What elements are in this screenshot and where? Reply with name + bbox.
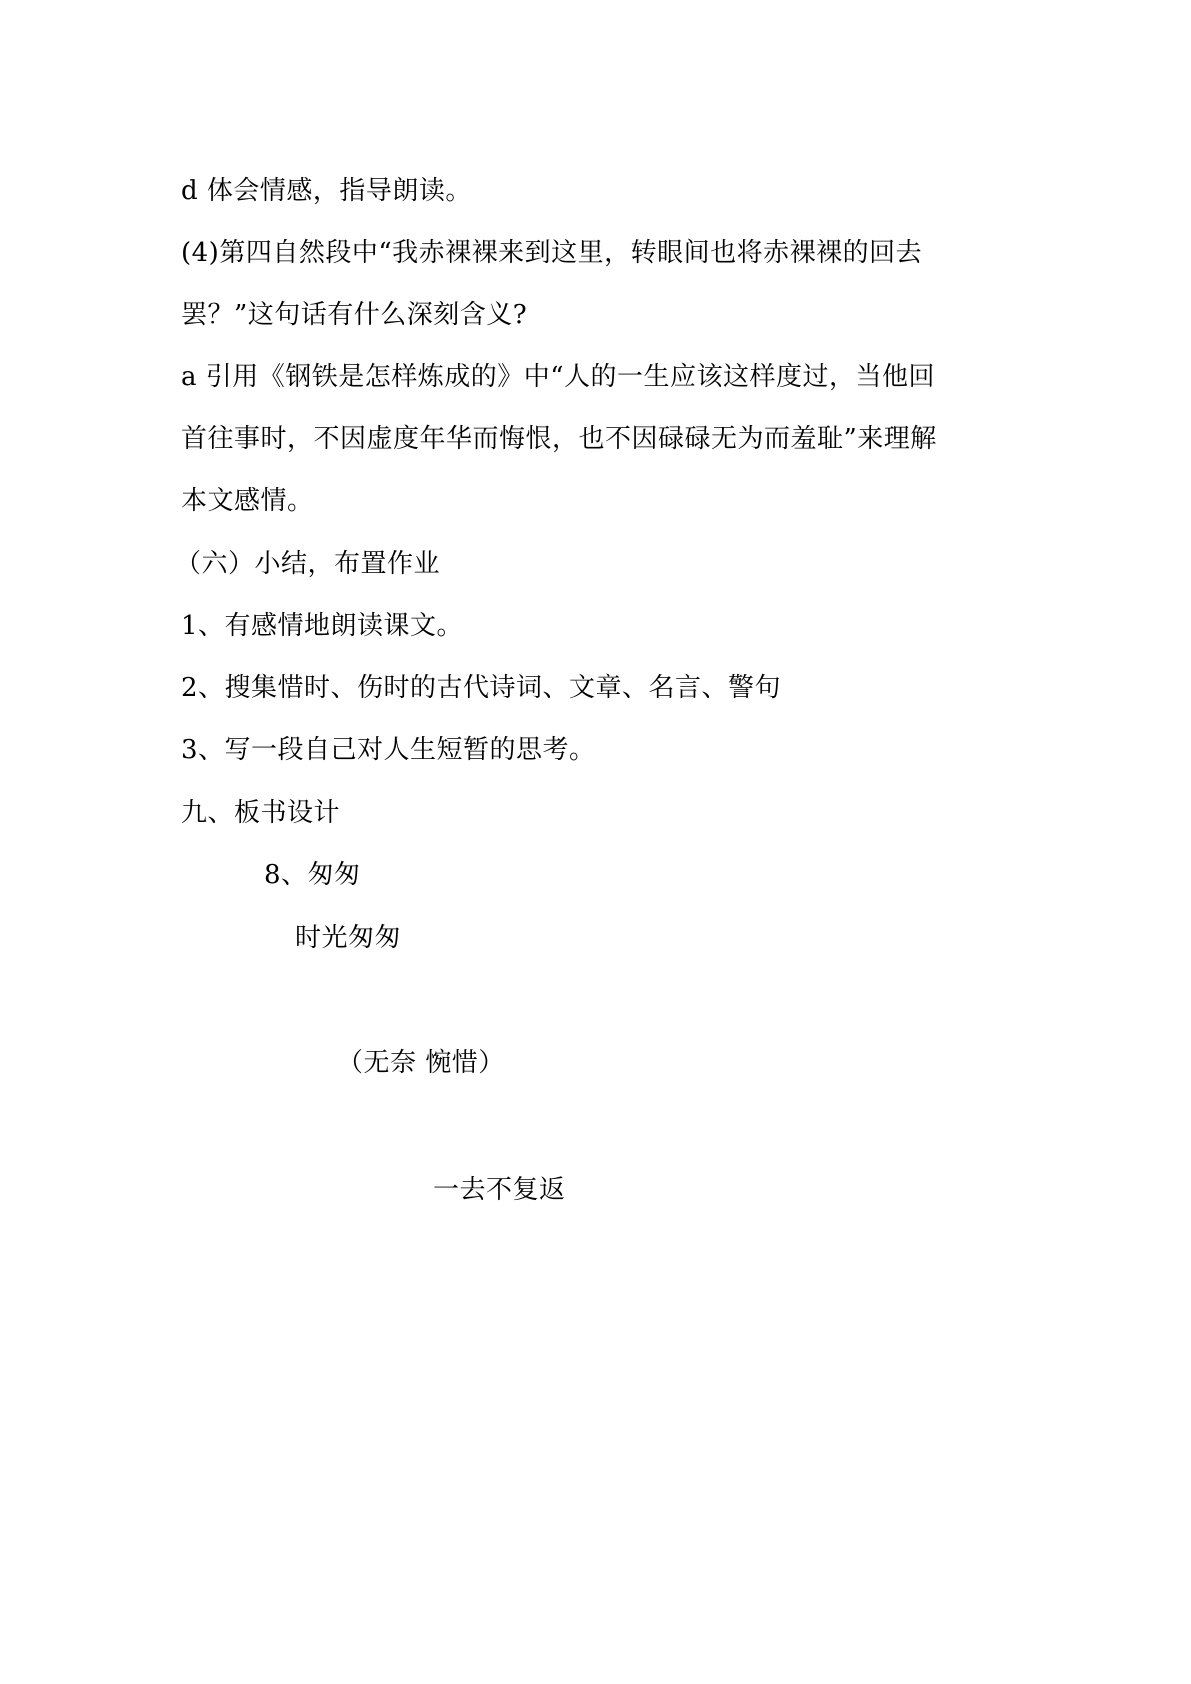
text-line-6: 本文感情。 bbox=[181, 486, 314, 516]
homework-item-2: 2、搜集惜时、伤时的古代诗词、文章、名言、警句 bbox=[181, 673, 782, 703]
board-title: 8、匆匆 bbox=[264, 860, 361, 890]
board-line-time-passes: 时光匆匆 bbox=[295, 923, 402, 953]
text-line-5: 首往事时，不因虚度年华而悔恨，也不因碌碌无为而羞耻”来理解 bbox=[181, 424, 937, 454]
section-heading-summary: （六）小结，布置作业 bbox=[175, 549, 441, 579]
board-line-never-returns: 一去不复返 bbox=[433, 1175, 566, 1205]
text-line-3: 罢？”这句话有什么深刻含义? bbox=[181, 300, 528, 330]
homework-item-3: 3、写一段自己对人生短暂的思考。 bbox=[181, 735, 596, 765]
board-line-emotion: （无奈 惋惜） bbox=[337, 1048, 505, 1078]
section-heading-board-design: 九、板书设计 bbox=[181, 798, 341, 828]
text-line-1: d 体会情感，指导朗读。 bbox=[181, 176, 472, 206]
homework-item-1: 1、有感情地朗读课文。 bbox=[181, 611, 464, 641]
text-line-4: a 引用《钢铁是怎样炼成的》中“人的一生应该这样度过，当他回 bbox=[181, 362, 936, 392]
text-line-2: (4)第四自然段中“我赤裸裸来到这里，转眼间也将赤裸裸的回去 bbox=[181, 238, 923, 268]
